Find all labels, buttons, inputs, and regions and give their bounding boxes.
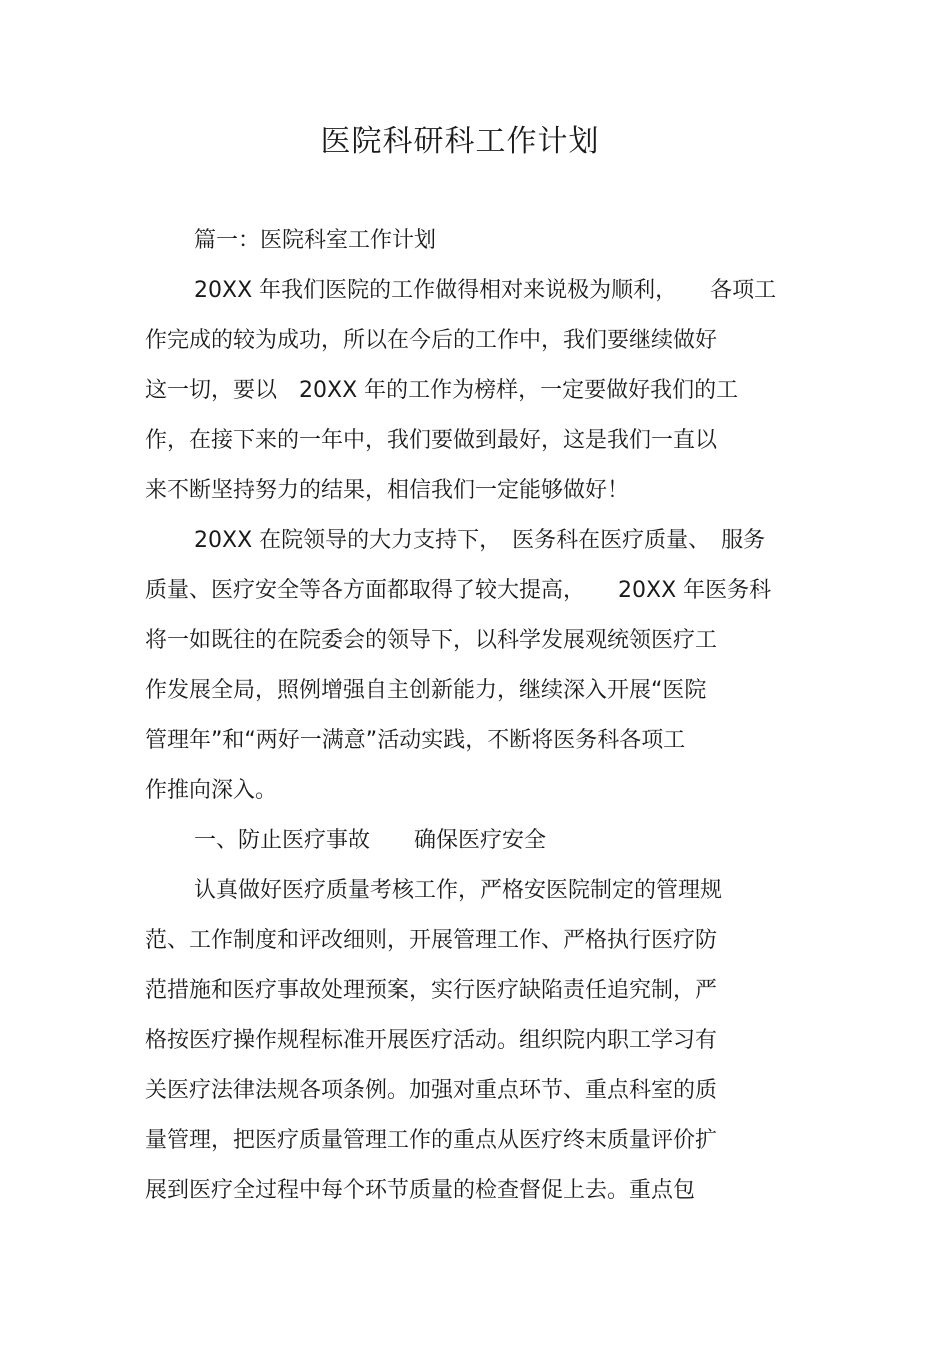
- paragraph-line: 范措施和医疗事故处理预案，实行医疗缺陷责任追究制，严: [145, 978, 718, 1003]
- paragraph-line: 20XX 在院领导的大力支持下， 医务科在医疗质量、 服务: [194, 528, 766, 553]
- paragraph-line: 量管理，把医疗质量管理工作的重点从医疗终末质量评价扩: [145, 1128, 718, 1153]
- paragraph-line: 作完成的较为成功，所以在今后的工作中，我们要继续做好: [145, 328, 718, 353]
- paragraph-line: 范、工作制度和评改细则，开展管理工作、严格执行医疗防: [145, 928, 718, 953]
- paragraph-line: 20XX 年我们医院的工作做得相对来说极为顺利， 各项工: [194, 278, 777, 303]
- paragraph-line: 展到医疗全过程中每个环节质量的检查督促上去。重点包: [145, 1178, 696, 1203]
- section-heading: 篇一：医院科室工作计划: [194, 228, 437, 253]
- paragraph-line: 来不断坚持努力的结果，相信我们一定能够做好！: [145, 478, 630, 503]
- paragraph-line: 质量、医疗安全等各方面都取得了较大提高， 20XX 年医务科: [145, 578, 772, 603]
- paragraph-line: 认真做好医疗质量考核工作，严格安医院制定的管理规: [194, 878, 723, 903]
- paragraph-line: 管理年”和“两好一满意”活动实践，不断将医务科各项工: [145, 728, 686, 753]
- paragraph-line: 格按医疗操作规程标准开展医疗活动。组织院内职工学习有: [145, 1028, 718, 1053]
- paragraph-line: 作推向深入。: [145, 778, 278, 803]
- section-heading: 一、防止医疗事故 确保医疗安全: [194, 828, 547, 853]
- paragraph-line: 作，在接下来的一年中，我们要做到最好，这是我们一直以: [145, 428, 718, 453]
- paragraph-line: 这一切，要以 20XX 年的工作为榜样，一定要做好我们的工: [145, 378, 739, 403]
- paragraph-line: 关医疗法律法规各项条例。加强对重点环节、重点科室的质: [145, 1078, 718, 1103]
- paragraph-line: 将一如既往的在院委会的领导下，以科学发展观统领医疗工: [145, 628, 718, 653]
- document-title: 医院科研科工作计划: [320, 124, 600, 159]
- paragraph-line: 作发展全局，照例增强自主创新能力，继续深入开展“医院: [145, 678, 707, 703]
